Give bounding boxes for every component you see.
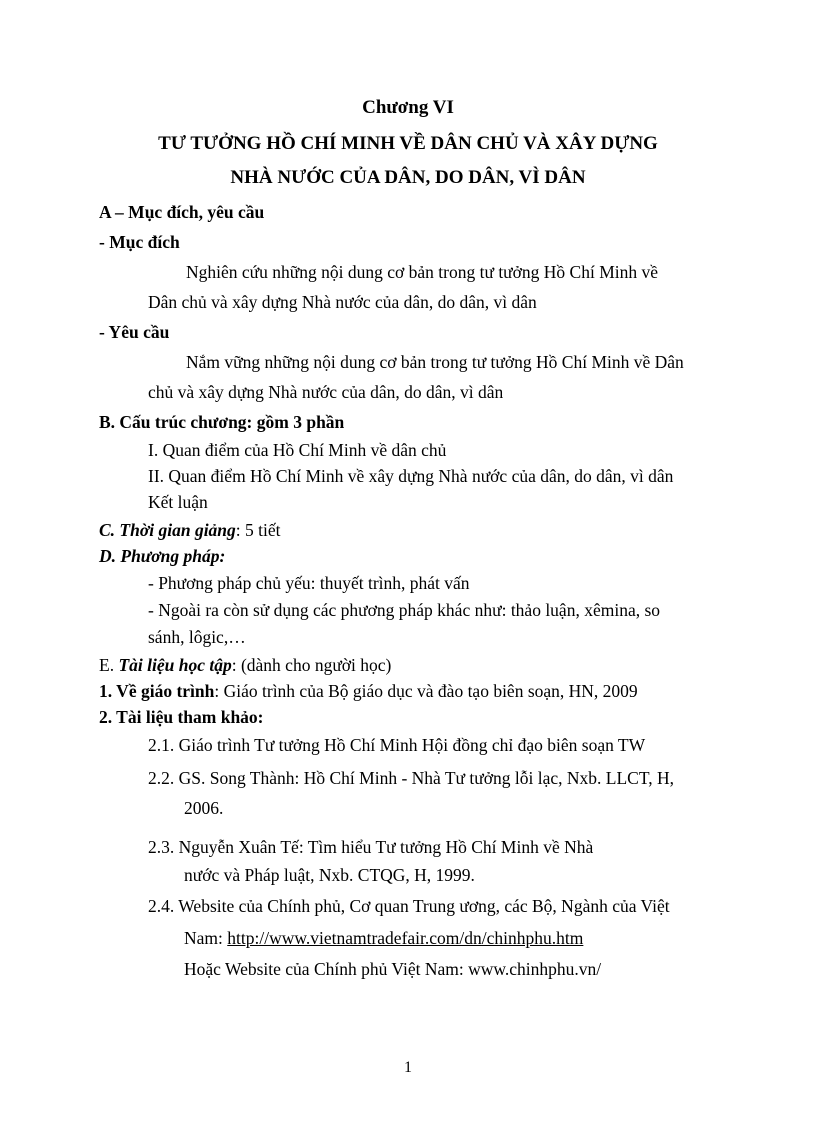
reference-item: 2.3. Nguyễn Xuân Tế: Tìm hiểu Tư tưởng Hồ Chí Minh về Nhà (148, 837, 594, 857)
section-e-line (99, 654, 391, 676)
chapter-title-line-1: TƯ TƯỞNG HỒ CHÍ MINH VỀ DÂN CHỦ VÀ XÂY DỰNG (158, 133, 658, 154)
page-number: 1 (404, 1059, 412, 1076)
purpose-label: - Mục đích (99, 232, 180, 252)
requirement-line-1: Nắm vững những nội dung cơ bản trong tư tưởng Hồ Chí Minh về Dân (186, 352, 684, 372)
section-b-heading: B. Cấu trúc chương: gồm 3 phần (99, 412, 345, 432)
section-c-value: : 5 tiết (235, 520, 281, 540)
reference-link-prefix: Nam: (184, 928, 228, 948)
textbook-line (99, 680, 638, 702)
structure-item: Kết luận (148, 492, 208, 512)
chapter-label: Chương VI (362, 97, 454, 118)
textbook-text: : Giáo trình của Bộ giáo dục và đào tạo biên soạn, HN, 2009 (214, 681, 638, 701)
requirement-line-2: chủ và xây dựng Nhà nước của dân, do dân, vì dân (148, 382, 504, 402)
method-line-2: - Ngoài ra còn sử dụng các phương pháp khác như: thảo luận, xêmina, so (148, 600, 661, 620)
method-line-3: sánh, lôgic,… (148, 627, 246, 647)
chapter-title-line-2: NHÀ NƯỚC CỦA DÂN, DO DÂN, VÌ DÂN (230, 167, 586, 188)
references-heading: 2. Tài liệu tham khảo: (99, 707, 264, 727)
structure-item: II. Quan điểm Hồ Chí Minh về xây dựng Nhà nước của dân, do dân, vì dân (148, 466, 674, 486)
reference-link-line (184, 927, 583, 949)
reference-item-continued: 2006. (184, 798, 224, 818)
section-a-heading: A – Mục đích, yêu cầu (99, 202, 265, 222)
section-e-suffix: : (dành cho người học) (231, 655, 392, 675)
reference-item: 2.4. Website của Chính phủ, Cơ quan Trung ương, các Bộ, Ngành của Việt (148, 896, 670, 916)
purpose-line-1: Nghiên cứu những nội dung cơ bản trong tư tưởng Hồ Chí Minh về (186, 262, 659, 282)
textbook-heading: 1. Về giáo trình (99, 681, 215, 701)
requirement-label: - Yêu cầu (99, 322, 170, 342)
section-c-heading: C. Thời gian giảng (99, 520, 236, 540)
purpose-line-2: Dân chủ và xây dựng Nhà nước của dân, do dân, vì dân (148, 292, 537, 312)
section-e-heading: Tài liệu học tập (118, 655, 232, 675)
section-e-prefix: E. (99, 655, 119, 675)
section-d-heading: D. Phương pháp: (99, 546, 226, 566)
reference-item-continued: nước và Pháp luật, Nxb. CTQG, H, 1999. (184, 865, 475, 885)
section-c-line (99, 519, 281, 541)
structure-item: I. Quan điểm của Hồ Chí Minh về dân chủ (148, 440, 447, 460)
reference-item-continued: Hoặc Website của Chính phủ Việt Nam: www.chinhphu.vn/ (184, 959, 602, 979)
reference-item: 2.1. Giáo trình Tư tưởng Hồ Chí Minh Hội đồng chỉ đạo biên soạn TW (148, 735, 646, 755)
method-line-1: - Phương pháp chủ yếu: thuyết trình, phát vấn (148, 573, 470, 593)
reference-item: 2.2. GS. Song Thành: Hồ Chí Minh - Nhà Tư tưởng lỗi lạc, Nxb. LLCT, H, (148, 768, 674, 788)
government-website-link[interactable]: http://www.vietnamtradefair.com/dn/chinhphu.htm (227, 928, 584, 948)
